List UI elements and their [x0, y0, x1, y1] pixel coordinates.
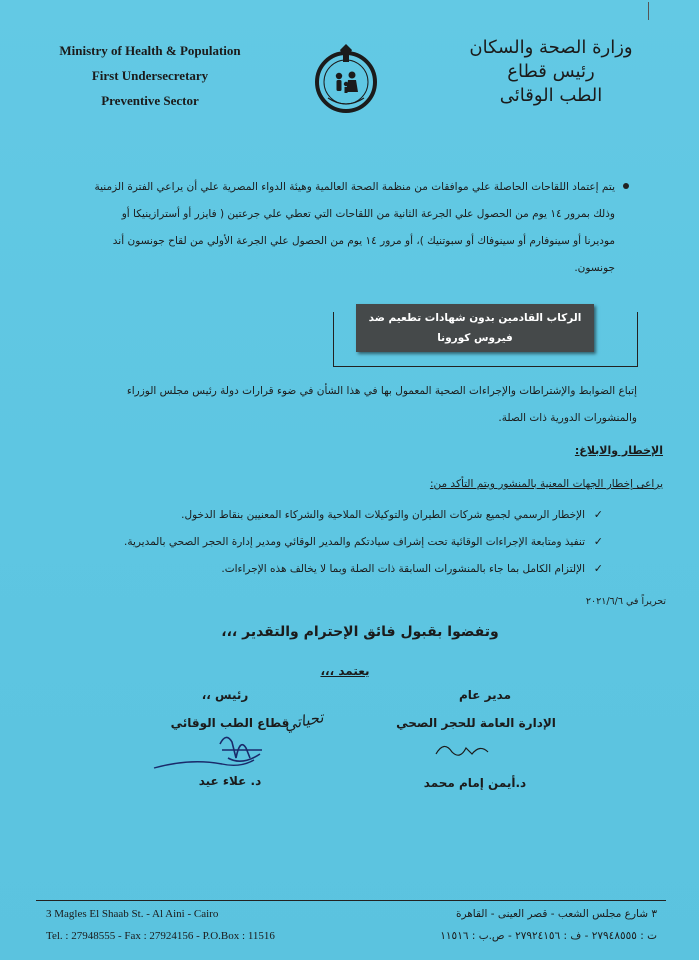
date-line: تحريراً في ٢٠٢١/٦/٦	[585, 596, 666, 607]
right-sig-dept: الإدارة العامة للحجر الصحي	[396, 716, 556, 730]
rules-paragraph	[47, 378, 637, 432]
notification-item-2: تنفيذ ومتابعة الإجراءات الوقائية تحت إشراف سيادتكم والمدير الوقائي ومدير إدارة الحجر الصحي بالمديرية.	[124, 536, 585, 548]
right-signature-scribble	[430, 736, 510, 762]
section-title-line-2: فيروس كورونا	[437, 332, 513, 344]
bullet-dot	[623, 183, 629, 189]
header-ar-line-3: الطب الوقائى	[499, 85, 603, 106]
notification-item-1: الإخطار الرسمي لجميع شركات الطيران والتوكيلات الملاحية والشركاء المعنيين بنقاط الدخول.	[181, 509, 585, 521]
header-en-line-1: Ministry of Health & Population	[59, 43, 241, 58]
left-sig-dept: قطاع الطب الوقائي	[170, 716, 290, 730]
closing-line: وتفضوا بقبول فائق الإحترام والتقدير ،،،	[221, 624, 499, 640]
intro-line-3: موديرنا أو سينوفارم أو سينوفاك أو سبوتنيك )، أو مرور ١٤ يوم من الحصول علي الجرعة الأولي من لقاح جونسون أند	[112, 235, 615, 247]
handwritten-note: تحياتي	[282, 708, 326, 734]
corner-mark	[648, 2, 653, 20]
header-arabic	[451, 36, 651, 108]
header-english	[40, 38, 260, 113]
intro-line-2: وذلك بمرور ١٤ يوم من الحصول علي الجرعة الثانية من اللقاحات التي تعطي علي جرعتين ( فايزر أو أسترازينيكا أو	[121, 208, 615, 220]
footer-divider	[36, 900, 666, 901]
footer-ar-contact: ت : ٢٧٩٤٨٥٥٥ - ف : ٢٧٩٢٤١٥٦ - ص.ب : ١١٥١٦	[440, 930, 657, 942]
footer-en-address: 3 Magles El Shaab St. - Al Aini - Cairo	[46, 908, 219, 920]
header-en-line-3: Preventive Sector	[101, 93, 199, 108]
intro-paragraph	[45, 174, 615, 282]
check-icon: ✓	[593, 562, 603, 575]
section-title-box	[356, 304, 594, 352]
intro-line-4: جونسون.	[574, 262, 615, 274]
header-ar-line-1: وزارة الصحة والسكان	[469, 37, 633, 58]
notification-item-3: الإلتزام الكامل بما جاء بالمنشورات السابقة ذات الصلة وبما لا يخالف هذه الإجراءات.	[221, 563, 585, 575]
rules-line-2: والمنشورات الدورية ذات الصلة.	[498, 412, 637, 424]
right-sig-title: مدير عام	[458, 688, 511, 702]
check-icon: ✓	[593, 508, 603, 521]
header-ar-line-2: رئيس قطاع	[507, 61, 595, 82]
check-icon: ✓	[593, 535, 603, 548]
approved-line: يعتمد ،،،	[320, 664, 370, 678]
left-sig-title: رئيس ،،	[201, 688, 249, 702]
footer-ar-address: ٣ شارع مجلس الشعب - قصر العينى - القاهرة	[455, 908, 657, 920]
section-title-line-1: الركاب القادمين بدون شهادات تطعيم ضد	[368, 312, 582, 324]
ministry-logo	[312, 40, 380, 116]
left-signature-scribble	[150, 728, 290, 778]
left-sig-name: د. علاء عيد	[198, 774, 262, 788]
notification-heading: الإخطار والابلاغ:	[574, 444, 663, 457]
footer-en-contact: Tel. : 27948555 - Fax : 27924156 - P.O.Box : 11516	[46, 930, 275, 942]
rules-line-1: إتباع الضوابط والإشتراطات والإجراءات الصحية المعمول بها في هذا الشأن في ضوء قرارات دولة رئيس مجلس الوزراء	[126, 385, 637, 397]
right-sig-name: د.أيمن إمام محمد	[423, 776, 527, 790]
header-en-line-2: First Undersecretary	[91, 68, 209, 83]
notification-subheading: يراعى إخطار الجهات المعنية بالمنشور ويتم التأكد من:	[429, 478, 663, 490]
intro-line-1: يتم إعتماد اللقاحات الحاصلة علي موافقات من منظمة الصحة العالمية وهيئة الدواء المصرية علي أن يراعي الفترة الزمنية	[94, 181, 615, 193]
